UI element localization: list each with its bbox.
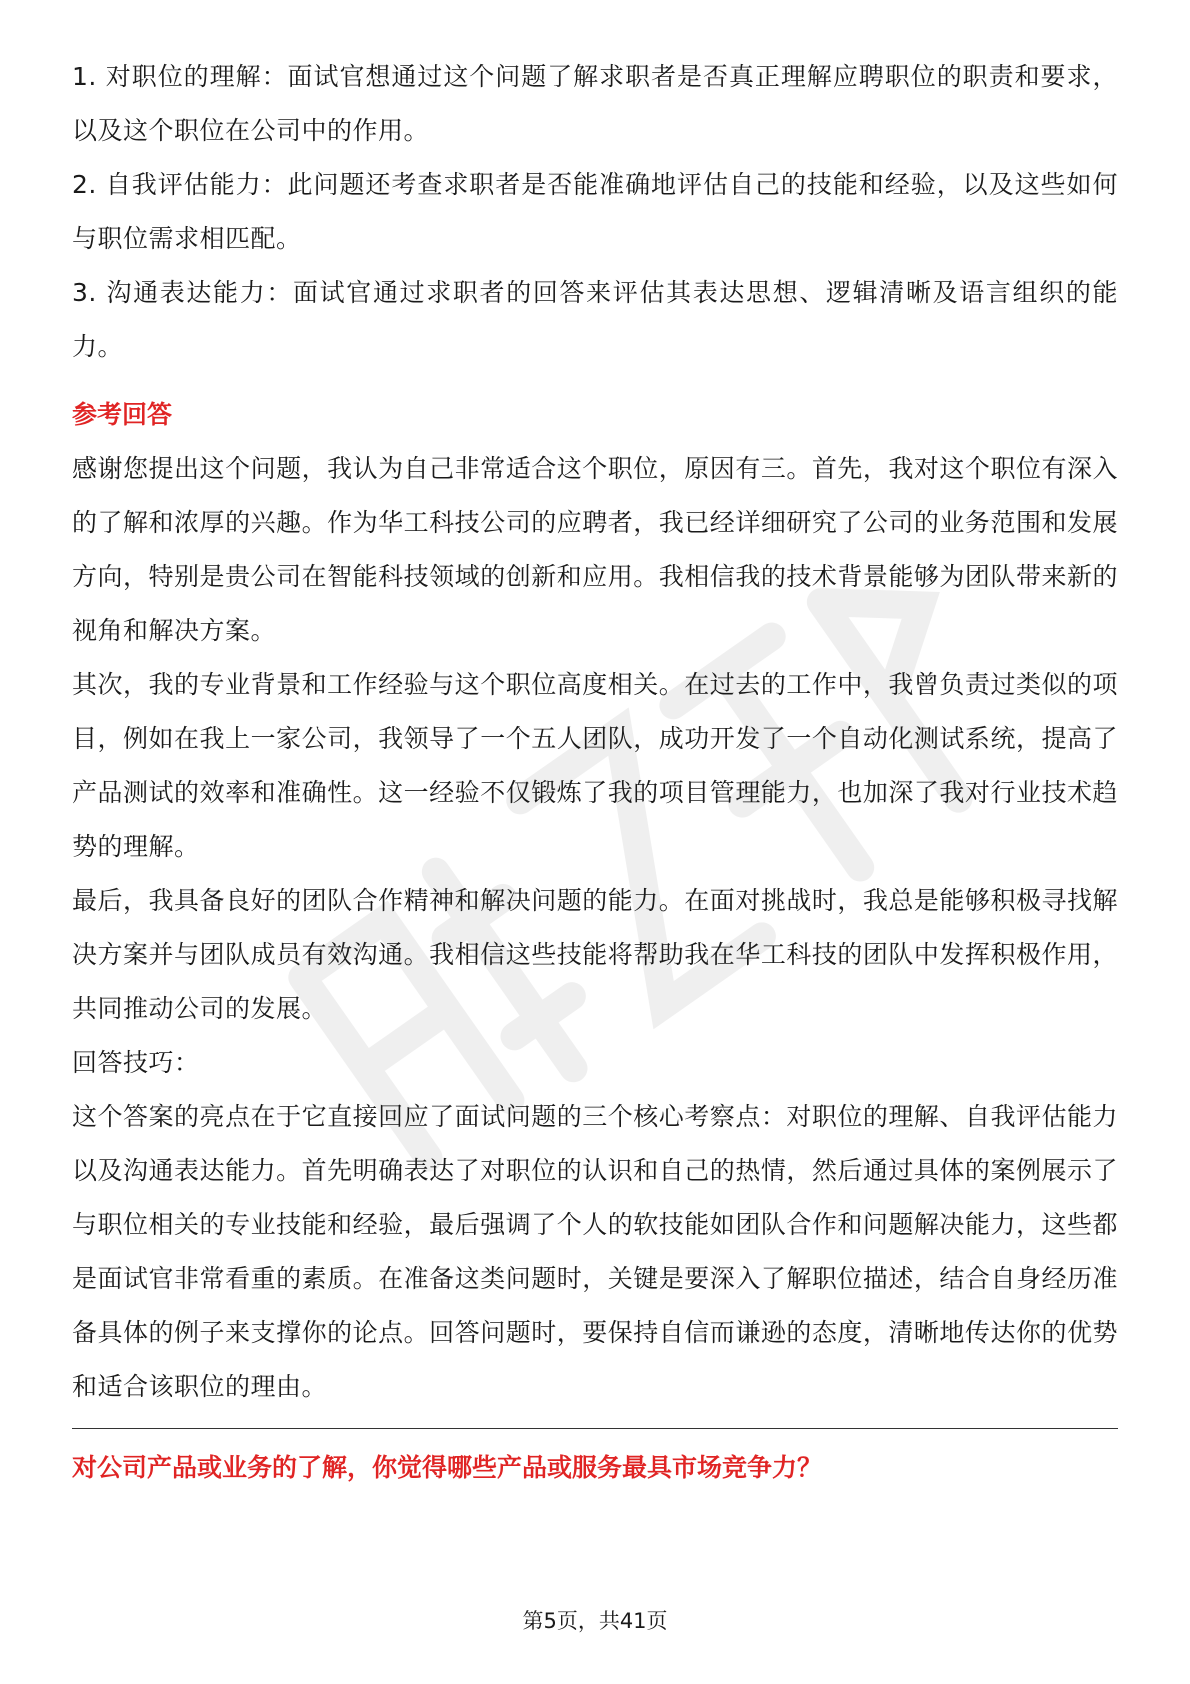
tips-text: 这个答案的亮点在于它直接回应了面试问题的三个核心考察点：对职位的理解、自我评估能力以及沟通表达能力。首先明确表达了对职位的认识和自己的热情，然后通过具体的案例展示了与职位相关的专业技能和经验，最后强调了个人的软技能如团队合作和问题解决能力，这些都是面试官非常看重的素质。在准备这类问题时，关键是要深入了解职位描述，结合自身经历准备具体的例子来支撑你的论点。回答问题时，要保持自信而谦逊的态度，清晰地传达你的优势和适合该职位的理由。	[72, 1102, 1118, 1401]
answer-paragraph-second: 其次，我的专业背景和工作经验与这个职位高度相关。在过去的工作中，我曾负责过类似的项目，例如在我上一家公司，我领导了一个五人团队，成功开发了一个自动化测试系统，提高了产品测试的效率和准确性。这一经验不仅锻炼了我的项目管理能力，也加深了我对行业技术趋势的理解。	[72, 670, 1118, 861]
tips-label: 回答技巧：	[72, 1048, 200, 1077]
point-understanding: 1. 对职位的理解：面试官想通过这个问题了解求职者是否真正理解应聘职位的职责和要求，以及这个职位在公司中的作用。	[72, 62, 1118, 145]
answer-paragraph-first: 感谢您提出这个问题，我认为自己非常适合这个职位，原因有三。首先，我对这个职位有深入的了解和浓厚的兴趣。作为华工科技公司的应聘者，我已经详细研究了公司的业务范围和发展方向，特别是贵公司在智能科技领域的创新和应用。我相信我的技术背景能够为团队带来新的视角和解决方案。	[72, 454, 1118, 645]
point-communication: 3. 沟通表达能力：面试官通过求职者的回答来评估其表达思想、逻辑清晰及语言组织的能力。	[72, 278, 1118, 361]
page-footer: 第5页，共41页	[522, 1609, 668, 1633]
reference-answer-heading: 参考回答	[72, 400, 173, 429]
next-question-heading: 对公司产品或业务的了解，你觉得哪些产品或服务最具市场竞争力？	[72, 1453, 823, 1482]
point-self-assessment: 2. 自我评估能力：此问题还考查求职者是否能准确地评估自己的技能和经验，以及这些如何与职位需求相匹配。	[72, 170, 1118, 253]
document-page	[72, 50, 1118, 1495]
section-divider	[72, 1428, 1118, 1429]
answer-paragraph-third: 最后，我具备良好的团队合作精神和解决问题的能力。在面对挑战时，我总是能够积极寻找解决方案并与团队成员有效沟通。我相信这些技能将帮助我在华工科技的团队中发挥积极作用，共同推动公司的发展。	[72, 886, 1118, 1023]
